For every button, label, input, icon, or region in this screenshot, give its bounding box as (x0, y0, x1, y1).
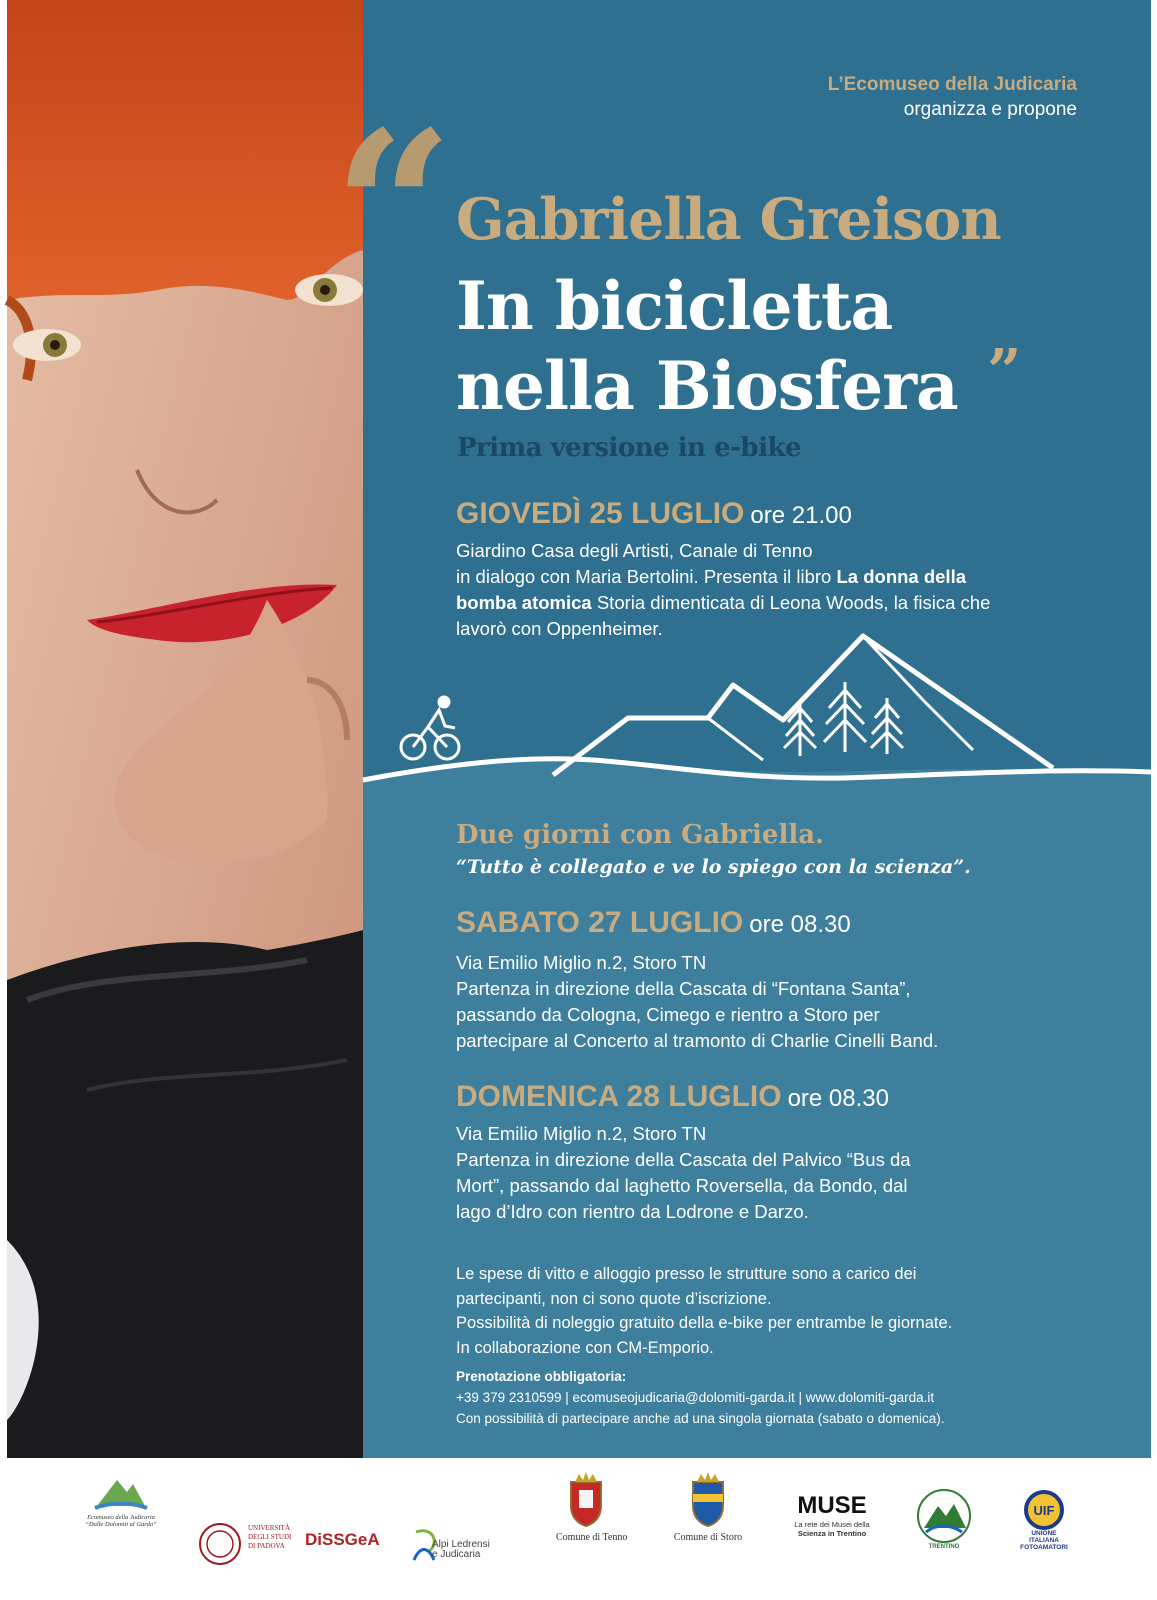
poster (7, 0, 1151, 1484)
event3-details (456, 1121, 1096, 1225)
organizer-name: L’Ecomuseo della Judicaria (827, 74, 1077, 95)
book-title-part2: bomba atomica (456, 592, 592, 613)
comune-tenno-logo (556, 1472, 628, 1543)
event2-details (456, 950, 1096, 1054)
event1-line3 (456, 590, 1096, 616)
uif-text (1012, 1530, 1076, 1551)
storo-caption: Comune di Storo (673, 1532, 743, 1543)
uif-text-line2: ITALIANA (1029, 1537, 1059, 1544)
padova-text (248, 1524, 291, 1551)
comune-storo-logo (673, 1472, 743, 1543)
event1-line2 (456, 564, 1096, 590)
open-quote-mark: “ (333, 85, 432, 332)
uif-emblem-icon (1024, 1490, 1064, 1530)
event3-line: lago d’Idro con rientro da Lodrone e Darzo. (456, 1201, 809, 1222)
event3-date: DOMENICA 28 LUGLIO (456, 1080, 782, 1113)
alpi-ledrensi-text (432, 1540, 490, 1560)
event1-date: GIOVEDÌ 25 LUGLIO (456, 497, 745, 530)
universita-padova-logo (198, 1524, 298, 1564)
mountain-landscape-illustration (363, 630, 1151, 830)
accompagnatori-text: TRENTINO (928, 1544, 960, 1550)
event1-location: Giardino Casa degli Artisti, Canale di Tenno (456, 540, 813, 561)
alpi-text-line1: Alpi Ledrensi (432, 1539, 490, 1550)
ecomuseo-text-line2: “Dalle Dolomiti al Garda” (85, 1521, 157, 1528)
book-title-part1: La donna della (836, 566, 967, 587)
event2-heading (456, 906, 851, 940)
padova-text-line3: DI PADOVA (248, 1542, 285, 1550)
padova-text-line1: UNIVERSITÀ (248, 1524, 290, 1532)
event-title-line2: nella Biosfera (456, 347, 958, 425)
padova-text-line2: DEGLI STUDI (248, 1533, 292, 1541)
organizer-subtitle: organizza e propone (903, 99, 1077, 120)
booking-info (456, 1366, 945, 1429)
muse-text-line1: La rete dei Musei della (794, 1520, 870, 1529)
section2-tagline: “Tutto è collegato e ve lo spiego con la scienza”. (456, 856, 971, 878)
event1-line4: lavorò con Oppenheimer. (456, 618, 663, 639)
booking-contacts: +39 379 2310599 | ecomuseojudicaria@dolomiti-garda.it | www.dolomiti-garda.it (456, 1390, 935, 1405)
info-panel (333, 0, 1151, 1484)
storo-crest-icon (687, 1472, 729, 1528)
tenno-crest-icon (565, 1472, 607, 1528)
event3-heading (456, 1080, 889, 1114)
portrait-illustration (7, 0, 363, 1484)
muse-logo (786, 1492, 878, 1538)
event2-time: ore 08.30 (749, 911, 851, 938)
event3-time: ore 08.30 (787, 1085, 889, 1112)
note-line: partecipanti, non ci sono quote d’iscrizione. (456, 1289, 772, 1308)
event2-date: SABATO 27 LUGLIO (456, 906, 744, 939)
uif-emblem-text: UIF (1033, 1503, 1055, 1518)
ecomuseo-judicaria-logo (84, 1472, 158, 1528)
ecomuseo-mountain-icon (93, 1472, 149, 1514)
practical-notes (456, 1262, 1096, 1360)
alpi-text-line2: e Judicaria (432, 1549, 481, 1560)
uif-text-line3: FOTOAMATORI (1020, 1544, 1068, 1551)
alpi-ledrensi-logo (410, 1526, 500, 1566)
event1-line3-text: Storia dimenticata di Leona Woods, la fisica che (591, 592, 991, 613)
event1-line2-text: in dialogo con Maria Bertolini. Presenta il libro (456, 566, 837, 587)
muse-text-line2: Scienza in Trentino (797, 1529, 867, 1538)
event2-line: passando da Cologna, Cimego e rientro a Storo per (456, 1004, 880, 1025)
event-subtitle: Prima versione in e-bike (457, 433, 802, 463)
ecomuseo-text-line1: Ecomuseo della Judicaria (87, 1514, 155, 1521)
event3-line: Partenza in direzione della Cascata del Palvico “Bus da (456, 1149, 911, 1170)
close-quote-mark: ” (987, 337, 1022, 407)
event1-time: ore 21.00 (750, 502, 852, 529)
event3-line: Mort”, passando dal laghetto Roversella, da Bondo, dal (456, 1175, 908, 1196)
event2-line: Via Emilio Miglio n.2, Storo TN (456, 952, 707, 973)
event3-line: Via Emilio Miglio n.2, Storo TN (456, 1123, 707, 1144)
event1-heading (456, 497, 852, 531)
booking-note: Con possibilità di partecipare anche ad una singola giornata (sabato o domenica). (456, 1411, 945, 1426)
uif-logo (1012, 1490, 1076, 1551)
note-line: Le spese di vitto e alloggio presso le strutture sono a carico dei (456, 1265, 917, 1283)
uif-text-line1: UNIONE (1031, 1530, 1057, 1537)
muse-wordmark: MUSE (797, 1492, 867, 1519)
accompagnatori-trentino-logo (914, 1488, 974, 1548)
event2-line: Partenza in direzione della Cascata di “Fontana Santa”, (456, 978, 911, 999)
note-line: Possibilità di noleggio gratuito della e-bike per entrambe le giornate. (456, 1314, 953, 1332)
section2-title: Due giorni con Gabriella. (456, 820, 825, 850)
booking-label: Prenotazione obbligatoria: (456, 1369, 627, 1384)
event1-details (456, 538, 1096, 642)
accompagnatori-badge-icon (916, 1488, 972, 1548)
note-line: In collaborazione con CM-Emporio. (456, 1338, 714, 1357)
event2-line: partecipare al Concerto al tramonto di Charlie Cinelli Band. (456, 1030, 939, 1051)
event-title-line1: In bicicletta (456, 267, 893, 345)
padova-seal-icon (198, 1522, 242, 1566)
speaker-name: Gabriella Greison (456, 186, 1001, 253)
dissgea-logo: DiSSGeA (305, 1530, 380, 1549)
tenno-caption: Comune di Tenno (556, 1532, 628, 1543)
speaker-photo (7, 0, 363, 1484)
